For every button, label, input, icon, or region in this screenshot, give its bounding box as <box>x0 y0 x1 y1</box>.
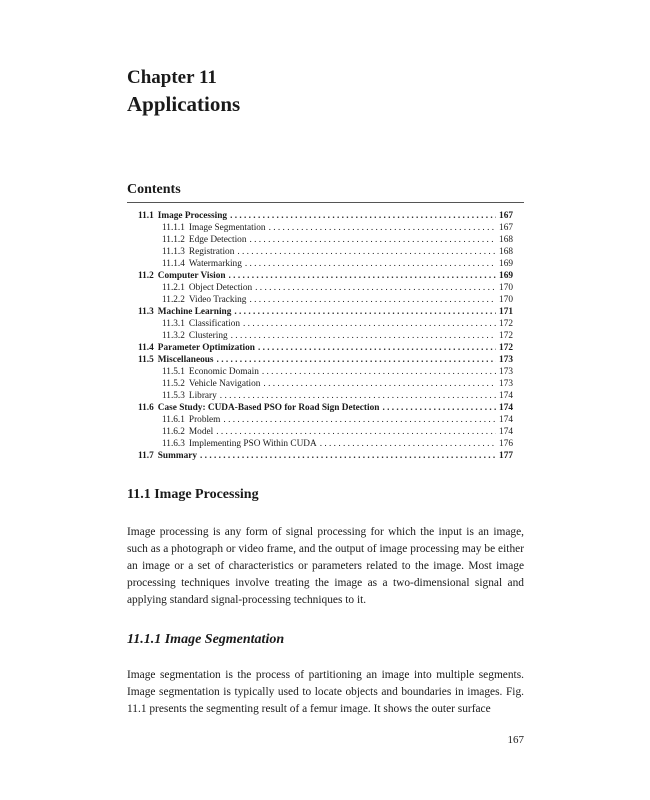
toc-entry[interactable] <box>138 402 513 414</box>
toc-entry[interactable] <box>138 282 513 294</box>
chapter-title: Applications <box>127 92 241 116</box>
toc-entry-title: Registration <box>188 247 235 257</box>
toc-dot-leader <box>249 294 496 306</box>
page-number: 167 <box>507 734 524 746</box>
toc-entry-number: 11.1.1 <box>162 223 185 233</box>
toc-entry-title: Summary <box>157 451 198 461</box>
toc-entry-number: 11.7 <box>138 451 154 461</box>
toc-entry-title: Vehicle Navigation <box>188 379 261 389</box>
toc-entry-title: Classification <box>188 319 241 329</box>
toc-entry-title: Clustering <box>188 331 228 341</box>
chapter-label: Chapter 11 <box>127 67 217 88</box>
toc-dot-leader <box>223 414 496 426</box>
table-of-contents <box>138 210 513 462</box>
toc-entry[interactable] <box>138 378 513 390</box>
toc-entry-page: 173 <box>499 379 513 389</box>
toc-entry-page: 169 <box>499 259 513 269</box>
section-paragraph <box>127 524 524 609</box>
toc-entry-title: Video Tracking <box>188 295 247 305</box>
toc-entry-page: 168 <box>499 235 513 245</box>
toc-entry[interactable] <box>138 222 513 234</box>
toc-entry-number: 11.2 <box>138 271 154 281</box>
toc-entry-page: 170 <box>499 295 513 305</box>
toc-entry-number: 11.5.3 <box>162 391 185 401</box>
toc-entry-number: 11.1.2 <box>162 235 185 245</box>
toc-dot-leader <box>258 342 496 354</box>
toc-entry-number: 11.6.3 <box>162 439 185 449</box>
toc-dot-leader <box>263 378 496 390</box>
toc-dot-leader <box>200 450 496 462</box>
toc-entry-title: Machine Learning <box>157 307 232 317</box>
toc-entry-page: 172 <box>499 331 513 341</box>
toc-dot-leader <box>245 258 496 270</box>
toc-entry[interactable] <box>138 438 513 450</box>
toc-entry-title: Model <box>188 427 214 437</box>
toc-entry-title: Economic Domain <box>188 367 259 377</box>
subsection-heading: 11.1.1 Image Segmentation <box>127 632 285 647</box>
toc-entry[interactable] <box>138 342 513 354</box>
toc-entry-number: 11.2.1 <box>162 283 185 293</box>
toc-entry-title: Edge Detection <box>188 235 247 245</box>
section-paragraph-text: Image processing is any form of signal processing for which the input is an image, such as a photograph or video frame, and the output of image processing may be either an image or a set of characteristics or parameters related to the image. Most image processing techniques involve treating the image as a two-dimensional signal and applying standard signal-processing techniques to it. <box>127 526 524 606</box>
toc-dot-leader <box>382 402 496 414</box>
toc-entry[interactable] <box>138 234 513 246</box>
toc-entry[interactable] <box>138 294 513 306</box>
toc-entry[interactable] <box>138 426 513 438</box>
toc-entry-page: 174 <box>499 415 513 425</box>
toc-dot-leader <box>262 366 496 378</box>
section-heading: 11.1 Image Processing <box>127 487 259 502</box>
toc-entry[interactable] <box>138 246 513 258</box>
toc-entry[interactable] <box>138 306 513 318</box>
contents-divider <box>127 202 524 203</box>
toc-entry-number: 11.1 <box>138 211 154 221</box>
toc-dot-leader <box>231 330 496 342</box>
toc-entry-number: 11.2.2 <box>162 295 185 305</box>
toc-entry-number: 11.3 <box>138 307 154 317</box>
toc-entry-page: 174 <box>499 391 513 401</box>
toc-entry-title: Case Study: CUDA-Based PSO for Road Sign Detection <box>157 403 380 413</box>
toc-entry-number: 11.6 <box>138 403 154 413</box>
toc-entry-number: 11.6.2 <box>162 427 185 437</box>
toc-dot-leader <box>237 246 496 258</box>
toc-entry-page: 167 <box>499 211 513 221</box>
toc-entry-title: Implementing PSO Within CUDA <box>188 439 317 449</box>
contents-heading: Contents <box>127 182 181 197</box>
toc-entry-page: 173 <box>499 355 513 365</box>
toc-entry[interactable] <box>138 318 513 330</box>
toc-entry-page: 172 <box>499 343 513 353</box>
toc-dot-leader <box>216 426 496 438</box>
toc-dot-leader <box>234 306 496 318</box>
subsection-paragraph-text: Image segmentation is the process of partitioning an image into multiple segments. Image segmentation is typically used to locate objects and boundaries in images. Fig. 11.1 presents the segmenting result of a femur image. It shows the outer surface <box>127 669 524 715</box>
toc-entry-title: Computer Vision <box>157 271 226 281</box>
toc-entry-page: 174 <box>499 403 513 413</box>
toc-entry[interactable] <box>138 414 513 426</box>
toc-entry[interactable] <box>138 210 513 222</box>
toc-entry-page: 177 <box>499 451 513 461</box>
toc-entry-page: 170 <box>499 283 513 293</box>
toc-entry-title: Image Processing <box>157 211 228 221</box>
toc-entry[interactable] <box>138 354 513 366</box>
toc-entry-title: Miscellaneous <box>157 355 214 365</box>
toc-entry-number: 11.4 <box>138 343 154 353</box>
toc-entry-number: 11.5.2 <box>162 379 185 389</box>
toc-entry-page: 176 <box>499 439 513 449</box>
toc-entry-page: 174 <box>499 427 513 437</box>
toc-entry-title: Library <box>188 391 217 401</box>
toc-entry-page: 169 <box>499 271 513 281</box>
toc-dot-leader <box>229 270 497 282</box>
toc-entry-page: 171 <box>499 307 513 317</box>
toc-entry-number: 11.6.1 <box>162 415 185 425</box>
toc-dot-leader <box>249 234 496 246</box>
toc-entry-number: 11.5 <box>138 355 154 365</box>
toc-entry-title: Object Detection <box>188 283 253 293</box>
toc-entry-number: 11.1.4 <box>162 259 185 269</box>
toc-dot-leader <box>269 222 496 234</box>
toc-dot-leader <box>255 282 496 294</box>
toc-entry-title: Problem <box>188 415 221 425</box>
toc-dot-leader <box>217 354 497 366</box>
toc-entry-page: 172 <box>499 319 513 329</box>
toc-entry-title: Watermarking <box>188 259 242 269</box>
toc-entry-number: 11.5.1 <box>162 367 185 377</box>
toc-entry-page: 167 <box>499 223 513 233</box>
toc-entry-number: 11.3.1 <box>162 319 185 329</box>
subsection-paragraph <box>127 667 524 718</box>
toc-entry-number: 11.1.3 <box>162 247 185 257</box>
toc-entry-page: 168 <box>499 247 513 257</box>
toc-entry-title: Parameter Optimization <box>157 343 255 353</box>
toc-entry[interactable] <box>138 390 513 402</box>
toc-dot-leader <box>220 390 496 402</box>
toc-entry-page: 173 <box>499 367 513 377</box>
toc-entry[interactable] <box>138 270 513 282</box>
toc-entry[interactable] <box>138 258 513 270</box>
toc-entry[interactable] <box>138 330 513 342</box>
toc-entry[interactable] <box>138 450 513 462</box>
toc-entry[interactable] <box>138 366 513 378</box>
toc-entry-number: 11.3.2 <box>162 331 185 341</box>
toc-dot-leader <box>320 438 496 450</box>
toc-entry-title: Image Segmentation <box>188 223 266 233</box>
toc-dot-leader <box>230 210 496 222</box>
toc-dot-leader <box>243 318 496 330</box>
